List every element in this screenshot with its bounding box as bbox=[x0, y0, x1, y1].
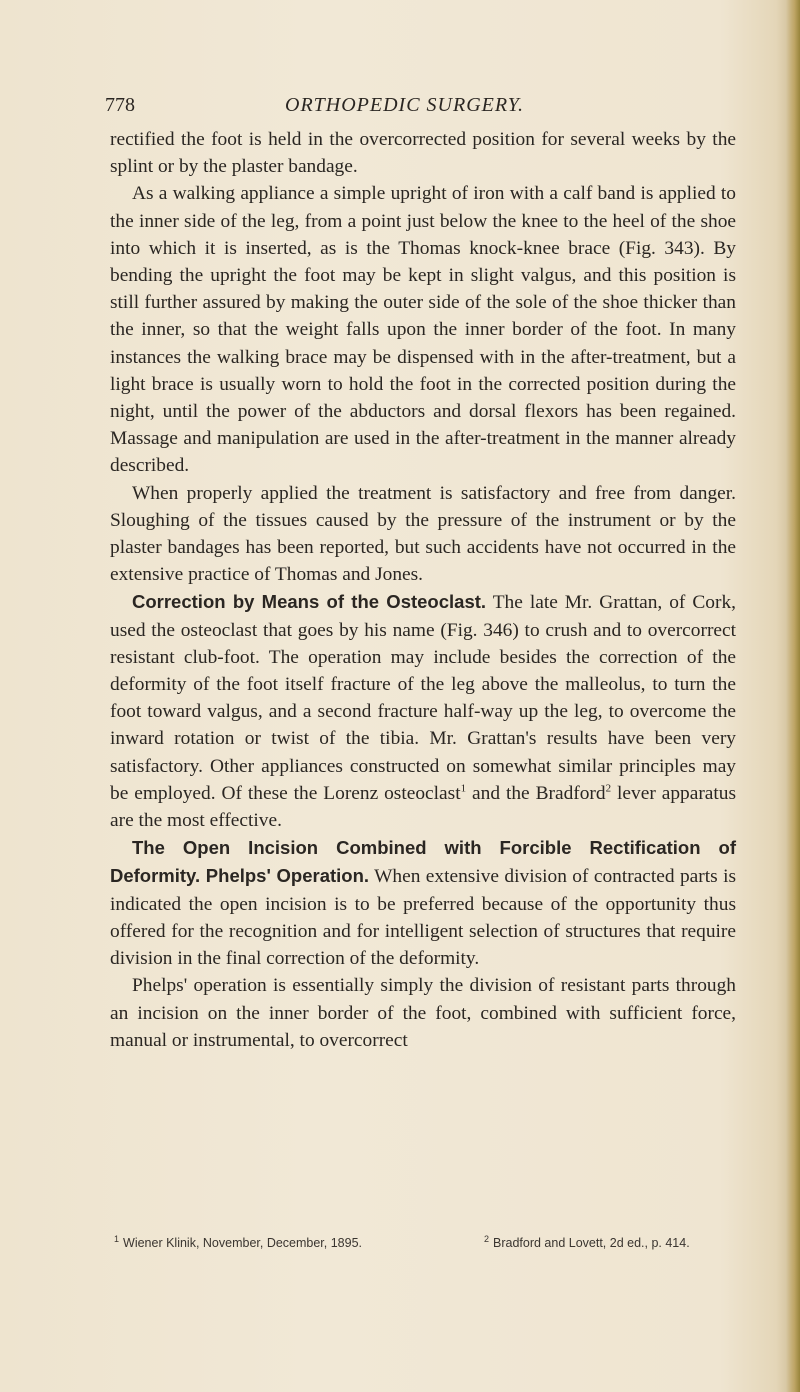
paragraph: rectified the foot is held in the overcorrected position for several weeks by the splint or by the plaster bandage. bbox=[110, 129, 736, 178]
paragraph-text: lever apparatus are the most effective. bbox=[110, 782, 737, 832]
page-number: 778 bbox=[105, 94, 135, 116]
footnote bbox=[484, 1234, 690, 1250]
page-edge bbox=[786, 0, 800, 1392]
page-header bbox=[105, 94, 705, 120]
paragraph-text: The late Mr. Grattan, of Cork, used the osteoclast that goes by his name (Fig. 346) to crush and to overcorrect resistant club-foot. The operation may include besides the correction of the deformity of the foot itself fracture of the leg above the malleolus, to turn the foot toward valgus, and a second fracture half-way up the leg, to overcome the inward rotation or twist of the tibia. Mr. Grattan's results have been very satisfactory. Other appliances constructed on somewhat similar principles may be employed. Of these the Lorenz osteoclast bbox=[110, 592, 736, 804]
paragraph-text: and the Bradford bbox=[466, 782, 606, 804]
footnote-text: Wiener Klinik, November, December, 1895. bbox=[123, 1236, 363, 1251]
paragraph: Phelps' operation is essentially simply the division of resistant parts through an incision on the inner border of the foot, combined with sufficient force, manual or instrumental, to overcorrect bbox=[110, 975, 736, 1051]
paragraph: When properly applied the treatment is satisfactory and free from danger. Sloughing of the tissues caused by the pressure of the instrument or by the plaster bandages has been reported, but such accidents have not occurred in the extensive practice of Thomas and Jones. bbox=[110, 482, 736, 586]
section-heading: Correction by Means of the Osteoclast. bbox=[132, 591, 487, 613]
running-title: ORTHOPEDIC SURGERY. bbox=[285, 94, 525, 116]
footnote bbox=[114, 1234, 362, 1250]
footnote-mark: 2 bbox=[484, 1234, 490, 1244]
paragraph bbox=[110, 588, 736, 834]
footnote-text: Bradford and Lovett, 2d ed., p. 414. bbox=[493, 1236, 690, 1251]
paragraph bbox=[110, 834, 736, 972]
body-text bbox=[110, 126, 736, 1054]
footnote-ref: 1 bbox=[460, 782, 467, 795]
paragraph-text: When extensive division of contracted parts is indicated the open incision is to be preferred because of the opportunity thus offered for the recognition and for intelligent selection of structures that require division in the final correction of the deformity. bbox=[110, 866, 737, 970]
footnote-mark: 1 bbox=[114, 1234, 120, 1244]
paragraph: As a walking appliance a simple upright of iron with a calf band is applied to the inner side of the leg, from a point just below the knee to the heel of the shoe into which it is inserted, as is the Thomas knock-knee brace (Fig. 343). By bending the upright the foot may be kept in slight valgus, and this position is still further assured by making the outer side of the sole of the shoe thicker than the inner, so that the weight falls upon the inner border of the foot. In many instances the walking brace may be dispensed with in the after-treatment, but a light brace is usually worn to hold the foot in the corrected position during the night, until the power of the abductors and dorsal flexors has been regained. Massage and manipulation are used in the after-treatment in the manner already described. bbox=[110, 183, 736, 477]
section-heading: The Open Incision Combined with Forcible Rectification of Deformity. Phelps' Operation. bbox=[110, 837, 736, 887]
footnote-ref: 2 bbox=[605, 782, 612, 795]
